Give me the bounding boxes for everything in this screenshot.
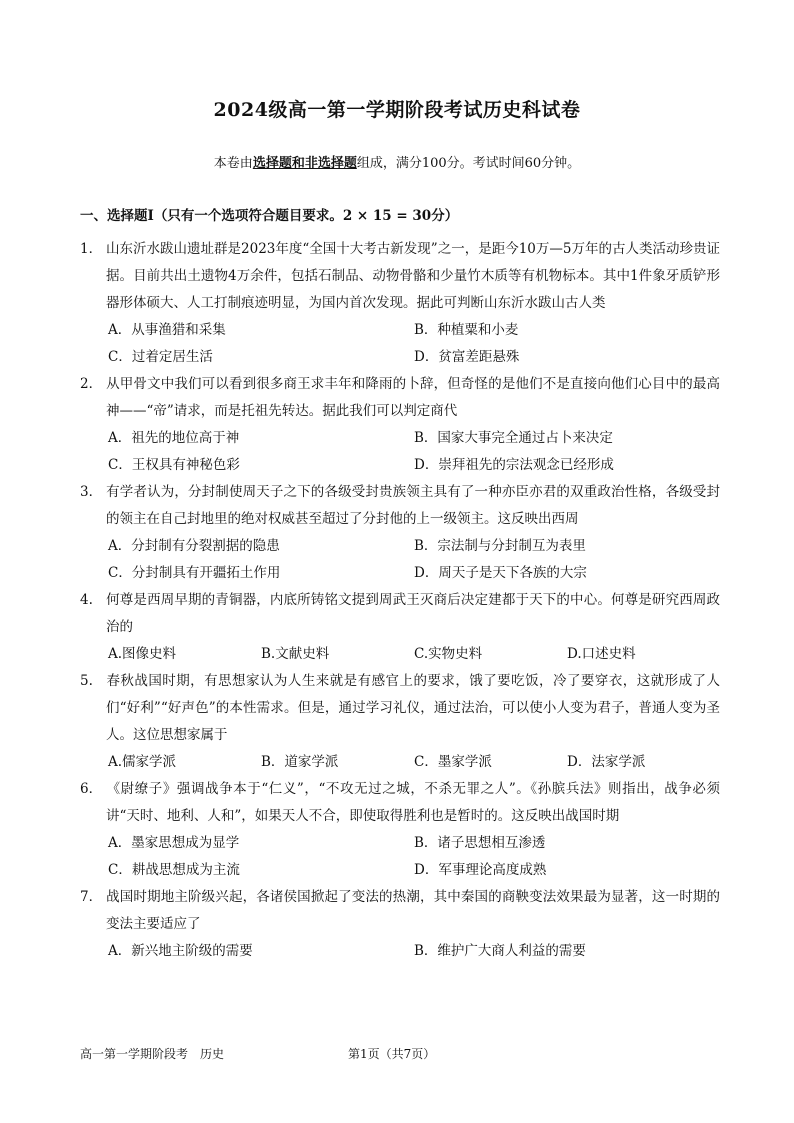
question-text: 何尊是西周早期的青铜器，内底所铸铭文提到周武王灭商后决定建都于天下的中心。何尊是研究西周政治的 [106,592,720,635]
question-number: 2． [80,376,103,392]
option-c: C．王权具有神秘色彩 [108,457,240,473]
question-4 [80,587,720,668]
option-d: D.口述史料 [567,646,636,662]
option-c: C．耕战思想成为主流 [108,862,240,878]
question-number: 6． [80,781,103,797]
option-d: D．贫富差距悬殊 [414,349,520,365]
question-number: 3． [80,484,103,500]
option-b: B．种植粟和小麦 [414,322,519,338]
option-d: D．军事理论高度成熟 [414,862,547,878]
option-b: B.文献史料 [261,646,330,662]
option-a: A．新兴地主阶级的需要 [108,943,253,959]
option-c: C．过着定居生活 [108,349,213,365]
option-d: D．法家学派 [567,754,646,770]
option-a: A．从事渔猎和采集 [108,322,226,338]
question-number: 1． [80,241,103,257]
option-a: A.图像史料 [108,646,177,662]
option-b: B．道家学派 [261,754,339,770]
question-text: 战国时期地主阶级兴起，各诸侯国掀起了变法的热潮，其中秦国的商鞅变法效果最为显著，这一时期的变法主要适应了 [106,889,720,932]
option-list [80,533,720,587]
question-number: 4. [80,592,93,608]
question-6 [80,776,720,884]
question-stem [80,371,720,425]
exam-title: 2024级高一第一学期阶段考试历史科试卷 [213,99,581,121]
question-text: 从甲骨文中我们可以看到很多商王求丰年和降雨的卜辞，但奇怪的是他们不是直接向他们心目中的最高神——“帝”请求，而是托祖先转达。据此我们可以判定商代 [106,376,720,419]
question-text: 《尉缭子》强调战争本于“仁义”，“不攻无过之城，不杀无罪之人”。《孙膑兵法》则指出，战争必须讲“天时、地利、人和”，如果天人不合，即使取得胜利也是暂时的。这反映出战国时期 [106,781,720,824]
option-a: A．分封制有分裂割据的隐患 [108,538,280,554]
option-a: A．祖先的地位高于神 [108,430,240,446]
question-5 [80,668,720,776]
option-list [80,425,720,479]
question-text: 春秋战国时期，有思想家认为人生来就是有感官上的要求，饿了要吃饭，冷了要穿衣，这就形成了人们“好利”“好声色”的本性需求。但是，通过学习礼仪，通过法治，可以使小人变为君子，普通人变为圣人。这位思想家属于 [106,673,720,743]
option-b: B．国家大事完全通过占卜来决定 [414,430,613,446]
option-c: C．墨家学派 [414,754,492,770]
exam-intro [0,152,794,171]
option-list [80,938,720,965]
option-a: A.儒家学派 [108,754,177,770]
option-list [80,641,720,668]
option-a: A．墨家思想成为显学 [108,835,240,851]
option-list [80,830,720,884]
option-c: C．分封制具有开疆拓土作用 [108,565,281,581]
question-stem [80,587,720,641]
question-3 [80,479,720,587]
question-number: 5. [80,673,93,689]
question-2 [80,371,720,479]
option-b: B．宗法制与分封制互为表里 [414,538,586,554]
option-b: B．诸子思想相互渗透 [414,835,546,851]
option-list [80,749,720,776]
intro-emphasis: 选择题和非选择题 [252,156,357,171]
question-1 [80,236,720,371]
page-number: 第1页（共7页） [348,1047,436,1061]
question-stem [80,668,720,749]
question-number: 7． [80,889,103,905]
question-7 [80,884,720,965]
option-d: D．崇拜祖先的宗法观念已经形成 [414,457,614,473]
question-stem [80,236,720,317]
intro-after: 组成，满分100分。考试时间60分钟。 [356,156,581,171]
option-b: B．维护广大商人利益的需要 [414,943,586,959]
option-c: C.实物史料 [414,646,483,662]
footer-course: 高一第一学期阶段考 历史 [80,1047,225,1061]
question-text: 有学者认为，分封制使周天子之下的各级受封贵族领主具有了一种亦臣亦君的双重政治性格，各级受封的领主在自己封地里的绝对权威甚至超过了分封他的上一级领主。这反映出西周 [106,484,720,527]
question-stem [80,776,720,830]
question-list [80,236,720,965]
intro-before: 本卷由 [213,156,253,171]
question-stem [80,884,720,938]
option-list [80,317,720,371]
question-stem [80,479,720,533]
section-heading: 一、选择题Ⅰ（只有一个选项符合题目要求。2 × 15 = 30分） [80,208,459,224]
question-text: 山东沂水跋山遗址群是2023年度“全国十大考古新发现”之一，是距今10万—5万年的古人类活动珍贵证据。目前共出土遗物4万余件，包括石制品、动物骨骼和少量竹木质等有机物标本。其中1件象牙质铲形器形体硕大、人工打制痕迹明显，为国内首次发现。据此可判断山东沂水跋山古人类 [106,241,720,311]
option-d: D．周天子是天下各族的大宗 [414,565,587,581]
